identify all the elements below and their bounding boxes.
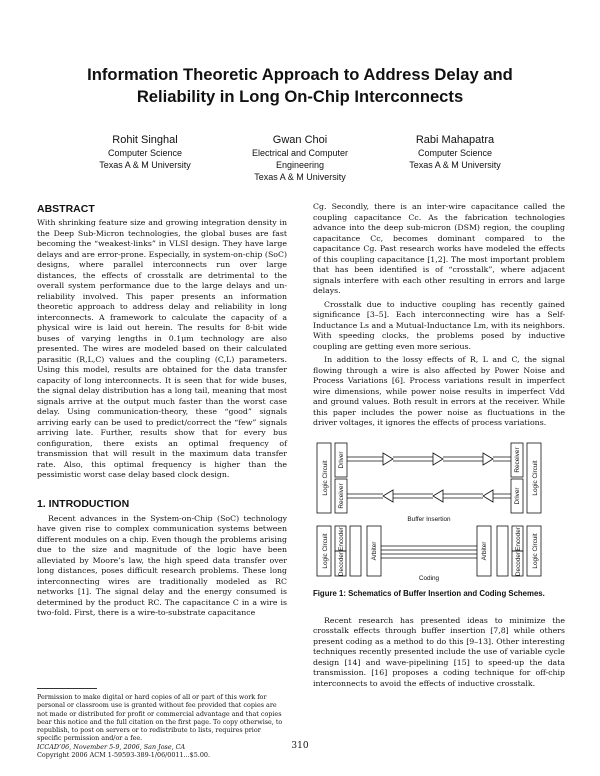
- repeater-triangle: [483, 490, 493, 502]
- figure-label: Arbiter: [371, 541, 378, 560]
- author-affiliation: Texas A & M University: [409, 160, 501, 170]
- author-name: Gwan Choi: [272, 134, 328, 146]
- figure-label: Encoder: [515, 526, 522, 551]
- figure-label: Logic Circuit: [322, 459, 329, 496]
- driver-receiver-box: [350, 526, 361, 576]
- figure-label: Receiver: [338, 482, 345, 509]
- footnote-permission: Permission to make digital or hard copies of all or part of this work for personal or classroom use is granted without fee provided that copies are not made or distributed for profit or commercial advantage and that copies bear this notice and the full citation on the first page. To copy otherwise, to republish, to post on servers or to redistribute to lists, requires prior specific permission and/or a fee.: [37, 693, 283, 743]
- right-paragraph-4: Recent research has presented ideas to minimize the crosstalk effects through buffer insertion [7,8] while others present coding as a method to do this [9–13]. Other interesting techniques recently presented include the use of variable cycle design [14] and wave-pipelining [15] to speed-up the data transmission. [16] proposes a coding technique for off-chip interconnects to avoid the effects of inductive crosstalk.: [313, 615, 565, 688]
- repeater-triangle: [383, 490, 393, 502]
- author-affiliation: Engineering: [275, 160, 325, 170]
- figure-label: Driver: [338, 450, 345, 469]
- figure-caption: Figure 1: Schematics of Buffer Insertion and Coding Schemes.: [313, 589, 545, 598]
- title-line-1: Information Theoretic Approach to Address Delay and: [87, 65, 513, 84]
- paper-title: [40, 64, 560, 108]
- intro-heading: 1. INTRODUCTION: [37, 497, 130, 510]
- right-paragraph-3: In addition to the lossy effects of R, L and C, the signal flowing through a wire is also affected by Power Noise and Process Variations [6]. Process variations result in imperfect wire dimensions, while power noise results in imperfect Vdd and ground values. Both result in errors at the receiver. While this paper includes the power noise as fluctuations in the driver voltages, it ignores the effects of process variations.: [313, 355, 565, 427]
- footnote-rule: [37, 688, 97, 689]
- repeater-triangle: [433, 453, 443, 465]
- repeater-triangle: [483, 453, 493, 465]
- figure-label: Decoder: [338, 551, 345, 576]
- figure-label: Arbiter: [481, 541, 488, 560]
- figure-schematic: [313, 440, 565, 582]
- figure-label: Logic Circuit: [532, 532, 539, 569]
- abstract-heading: ABSTRACT: [37, 203, 95, 215]
- figure-1: [313, 440, 565, 600]
- page-number: 310: [291, 741, 309, 751]
- author-affiliation: Computer Science: [417, 148, 493, 158]
- repeater-triangle: [383, 453, 393, 465]
- figure-label: Receiver: [514, 446, 521, 473]
- left-column: [37, 202, 287, 619]
- intro-paragraph: Recent advances in the System-on-Chip (SoC) technology have given rise to complex communication systems between different modules on a chip. Even though the problems arising due to the size and magnitude of the logic have been alleviated by Moore’s law, the high speed data transfer over long distances, poses difficult research problems. These long interconnecting wires are traditionally modeled as RC networks [1]. The signal delay and the energy consumed is determined by the product RC. The capacitance C in a wire is two-fold. First, there is a wire-to-substrate capacitance: [37, 513, 287, 617]
- author-name: Rohit Singhal: [112, 134, 178, 146]
- figure-label: Encoder: [338, 526, 345, 551]
- repeater-triangle: [433, 490, 443, 502]
- figure-label: Coding: [418, 574, 440, 582]
- figure-label: Logic Circuit: [322, 532, 329, 569]
- driver-receiver-box: [497, 526, 508, 576]
- author-affiliation: Computer Science: [107, 148, 183, 158]
- author-block-1: [60, 133, 230, 171]
- author-block-2: [215, 133, 385, 183]
- figure-label: Logic Circuit: [532, 459, 539, 496]
- footnote-venue: ICCAD’06, November 5-9, 2006, San Jose, CA: [37, 742, 186, 751]
- author-block-3: [370, 133, 540, 171]
- footnote-copyright: Copyright 2006 ACM 1-59593-389-1/06/0011...$5.00.: [37, 751, 210, 760]
- abstract-text: With shrinking feature size and growing integration density in the Deep Sub-Micron technologies, the global buses are fast becoming the “weakest-links” in VLSI design. They have large delays and are error-prone. Especially, in system-on-chip (SoC) designs, where parallel interconnects run over large distances, the effects of crosstalk are detrimental to the overall system performance due to the large delays and un-reliability involved. This paper presents an information theoretic approach to address delay and reliability in long interconnects. A framework to calculate the capacity of a physical wire is laid out herein. The results for 8-bit wide buses of varying lengths in 0.1μm technology are also presented. The wires are modeled based on their calculated parasitic (R,L,C) values and the coupling (C,L) parameters. Using this model, results are obtained for the data transfer capacity of long interconnects. It is seen that for wide buses, the signal delay distribution has a long tail, meaning that most signals arrive at the output much faster than the worst case delay. Using communication-theory, these “good” signals arriving early can be used to predict/correct the “few” signals arriving late. Further, results show that for every bus configuration, there exists an optimal frequency of transmission that will result in the maximum data transfer rate. Also, this optimal frequency is higher than the pessimistic worst case delay based clock design.: [37, 218, 287, 479]
- figure-label: Driver: [514, 486, 521, 505]
- right-column: [313, 202, 565, 689]
- author-affiliation: Electrical and Computer: [251, 148, 349, 158]
- author-affiliation: Texas A & M University: [99, 160, 191, 170]
- author-affiliation: Texas A & M University: [254, 172, 346, 182]
- author-name: Rabi Mahapatra: [415, 134, 495, 146]
- right-paragraph-2: Crosstalk due to inductive coupling has recently gained significance [3–5]. Each interconnecting wire has a Self-Inductance Ls and a Mutual-Inductance Lm, with its neighbors. With speeding clocks, the problems posed by inductive coupling are getting even more serious.: [313, 299, 565, 351]
- right-paragraph-1: Cg. Secondly, there is an inter-wire capacitance called the coupling capacitance Cc. As the fabrication technologies advance into the deep sub-micron (DSM) region, the coupling capacitance Cc, becomes dominant compared to the capacitance Cg. Past research works have modeled the effects of this coupling capacitance [1,2]. The most important problem that has been identified is of “crosstalk”, where adjacent signals interfere with each other resulting in errors and large delays.: [313, 202, 565, 295]
- figure-label: Buffer Insertion: [407, 515, 451, 523]
- title-line-2: Reliability in Long On-Chip Interconnects: [136, 87, 464, 106]
- figure-label: Decoder: [515, 551, 522, 576]
